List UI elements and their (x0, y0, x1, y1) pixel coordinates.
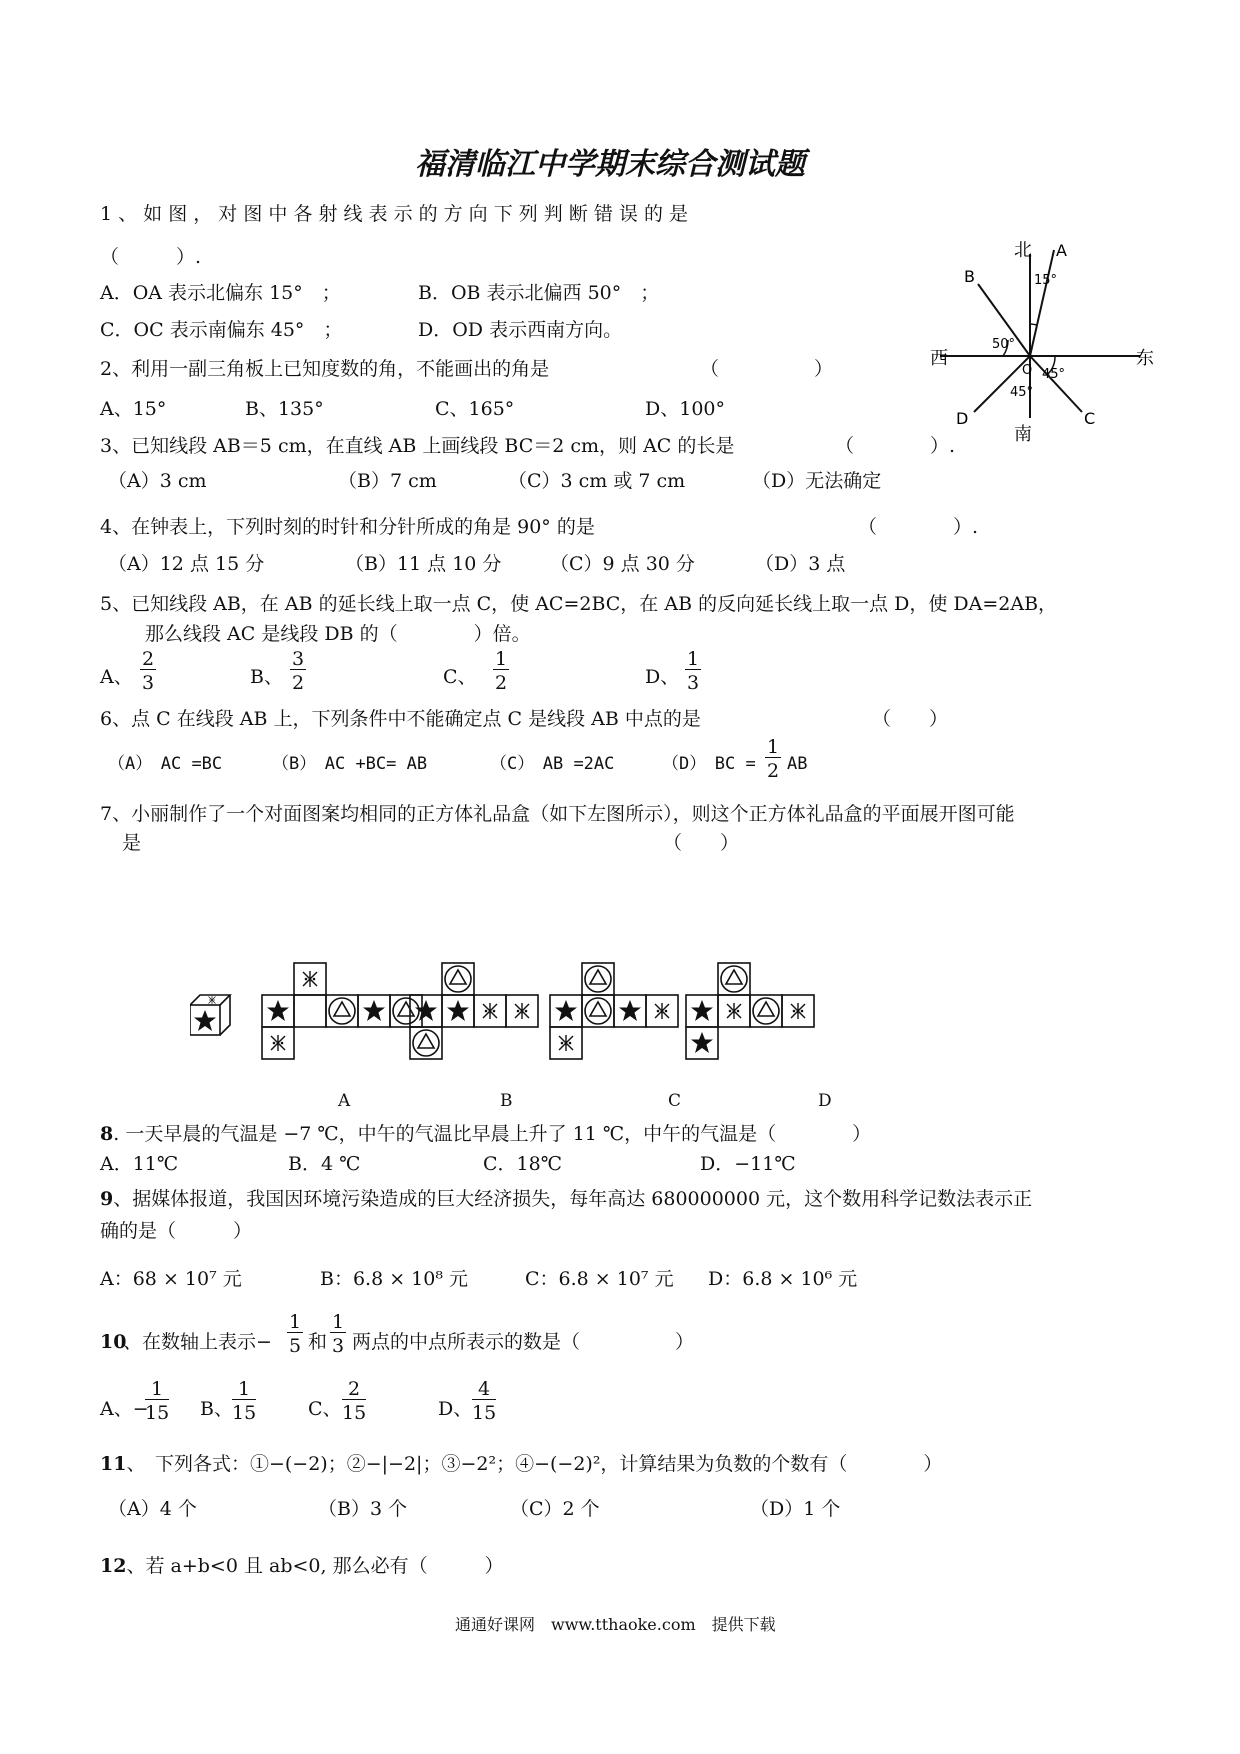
q11-option-d: （D）1 个 (750, 1498, 841, 1520)
q2-paren: （ ） (700, 358, 834, 380)
ray-oc (1030, 356, 1082, 412)
q5-option-a: A、 (100, 666, 133, 688)
q5-line2: 那么线段 AC 是线段 DB 的（ ）倍。 (145, 623, 531, 645)
q1-stem: 1 、 如 图 ， 对 图 中 各 射 线 表 示 的 方 向 下 列 判 断 错 误 的 是 (100, 203, 688, 225)
q5-fraction-b: $\frac{3}{2}$ (292, 648, 305, 694)
q3-option-a: （A）3 cm (108, 470, 207, 492)
q6-option-a: （A） AC =BC (108, 754, 223, 774)
south-label: 南 (1014, 424, 1032, 445)
ray-b-label: B (964, 267, 975, 286)
north-label: 北 (1014, 240, 1032, 261)
q8-option-c: C．18℃ (483, 1153, 562, 1175)
q10-fraction-c: $\frac{2}{15}$ (342, 1378, 367, 1424)
q10-option-c: C、 (308, 1398, 342, 1420)
q9-line1: 9、据媒体报道，我国因环境污染造成的巨大经济损失，每年高达 680000000 元，这个数用科学记数法表示正 (100, 1188, 1033, 1210)
angle-45-east-label: 45° (1042, 367, 1066, 382)
q11-question: 11、 下列各式：①−(−2)；②−|−2|；③−2²；④−(−2)²，计算结果为负数的个数有（ ） (100, 1453, 943, 1475)
net-a-label: A (338, 1091, 351, 1111)
q6-option-d-tail: AB (787, 754, 808, 774)
q6-option-d: （D） BC = (662, 754, 756, 774)
q5-option-b: B、 (250, 666, 283, 688)
q2-option-a: A、15° (100, 398, 167, 420)
q2-option-c: C、165° (435, 398, 515, 420)
angle-50-label: 50° (992, 337, 1016, 352)
angle-45-south-label: 45° (1010, 385, 1034, 400)
q10-option-a: A、− (100, 1398, 149, 1420)
east-label: 东 (1136, 348, 1154, 369)
q3-option-b: （B）7 cm (338, 470, 437, 492)
q8-option-d: D．−11℃ (700, 1153, 796, 1175)
q10-fraction-a: $\frac{1}{15}$ (145, 1378, 170, 1424)
q11-option-a: （A）4 个 (108, 1498, 197, 1520)
cube-net-a (262, 963, 422, 1059)
q10-number: 10 (100, 1331, 127, 1353)
q2-option-b: B、135° (245, 398, 324, 420)
q10-fraction-2: $\frac{1}{3}$ (332, 1311, 345, 1357)
q4-paren: （ ）. (858, 516, 979, 538)
q12-question: 12、若 a+b<0 且 ab<0, 那么必有（ ） (100, 1555, 504, 1577)
q5-fraction-d: $\frac{1}{3}$ (687, 648, 700, 694)
q3-option-c: （C）3 cm 或 7 cm (508, 470, 686, 492)
q5-option-c: C、 (443, 666, 477, 688)
q2-stem: 2、利用一副三角板上已知度数的角，不能画出的角是 (100, 358, 550, 380)
angle-15-label: 15° (1034, 273, 1058, 288)
q5-option-d: D、 (645, 666, 680, 688)
q1-option-c: C．OC 表示南偏东 45° ； (100, 319, 343, 341)
q7-line1: 7、小丽制作了一个对面图案均相同的正方体礼品盒（如下左图所示），则这个正方体礼品盒的平面展开图可能 (100, 803, 1015, 825)
page-title: 福清临江中学期末综合测试题 (415, 147, 805, 182)
net-b-label: B (500, 1091, 513, 1111)
q4-option-b: （B）11 点 10 分 (345, 553, 502, 575)
ray-d-label: D (956, 409, 969, 428)
q10-fraction-1: $\frac{1}{5}$ (289, 1311, 302, 1357)
page-footer: 通通好课网 www.tthaoke.com 提供下载 (455, 1615, 776, 1634)
q9-option-c: C：6.8 × 10⁷ 元 (525, 1268, 674, 1290)
origin-label: O (1022, 363, 1033, 378)
q9-option-a: A：68 × 10⁷ 元 (100, 1268, 242, 1290)
q5-line1: 5、已知线段 AB，在 AB 的延长线上取一点 C，使 AC=2BC，在 AB 的反向延长线上取一点 D，使 DA=2AB， (100, 593, 1058, 615)
q10-pre: 、在数轴上表示− (123, 1331, 272, 1353)
q8-question: 8. 一天早晨的气温是 −7 ℃，中午的气温比早晨上升了 11 ℃，中午的气温是（ ） (100, 1123, 872, 1145)
q6-option-b: （B） AC +BC= AB (272, 754, 428, 774)
q6-paren: （ ） (872, 708, 949, 730)
q2-option-d: D、100° (645, 398, 725, 420)
q6-option-c: （C） AB =2AC (490, 754, 615, 774)
ray-oa (1030, 250, 1054, 356)
q7-line2: 是 (122, 832, 142, 854)
q3-paren: （ ）. (835, 435, 956, 457)
q7-paren: （ ） (663, 832, 740, 854)
q9-option-d: D：6.8 × 10⁶ 元 (708, 1268, 858, 1290)
q10-post: 两点的中点所表示的数是（ ） (352, 1331, 695, 1353)
net-d-label: D (818, 1091, 832, 1111)
q5-fraction-c: $\frac{1}{2}$ (495, 648, 508, 694)
q3-stem: 3、已知线段 AB＝5 cm，在直线 AB 上画线段 BC＝2 cm，则 AC 的长是 (100, 435, 735, 457)
q10-fraction-b: $\frac{1}{15}$ (232, 1378, 257, 1424)
q10-option-b: B、 (200, 1398, 233, 1420)
q4-option-a: （A）12 点 15 分 (108, 553, 265, 575)
net-c-label: C (668, 1091, 682, 1111)
q6-stem: 6、点 C 在线段 AB 上，下列条件中不能确定点 C 是线段 AB 中点的是 (100, 708, 701, 730)
q5-fraction-a: $\frac{2}{3}$ (142, 648, 155, 694)
q4-option-c: （C）9 点 30 分 (550, 553, 695, 575)
q9-line2: 确的是（ ） (100, 1220, 253, 1242)
q1-option-a: A．OA 表示北偏东 15° ； (100, 282, 341, 304)
q10-fraction-d: $\frac{4}{15}$ (472, 1378, 497, 1424)
cube-nets-figure (190, 955, 950, 1080)
q1-option-d: D．OD 表示西南方向。 (418, 319, 623, 341)
q8-option-b: B．4 ℃ (288, 1153, 361, 1175)
q11-option-b: （B）3 个 (318, 1498, 408, 1520)
q10-option-d: D、 (438, 1398, 473, 1420)
q10-mid: 和 (308, 1331, 328, 1353)
west-label: 西 (930, 348, 948, 369)
q1-option-b: B．OB 表示北偏西 50° ； (418, 282, 660, 304)
q11-option-c: （C）2 个 (510, 1498, 600, 1520)
q9-option-b: B：6.8 × 10⁸ 元 (320, 1268, 469, 1290)
q4-option-d: （D）3 点 (755, 553, 846, 575)
q4-stem: 4、在钟表上，下列时刻的时针和分针所成的角是 90° 的是 (100, 516, 595, 538)
q3-option-d: （D）无法确定 (752, 470, 882, 492)
q1-paren: （ ）. (100, 246, 202, 268)
ray-a-label: A (1056, 241, 1067, 260)
q6-fraction-d: $\frac{1}{2}$ (767, 736, 780, 782)
ray-c-label: C (1084, 409, 1096, 428)
compass-diagram (930, 240, 1160, 450)
q8-option-a: A．11℃ (100, 1153, 179, 1175)
